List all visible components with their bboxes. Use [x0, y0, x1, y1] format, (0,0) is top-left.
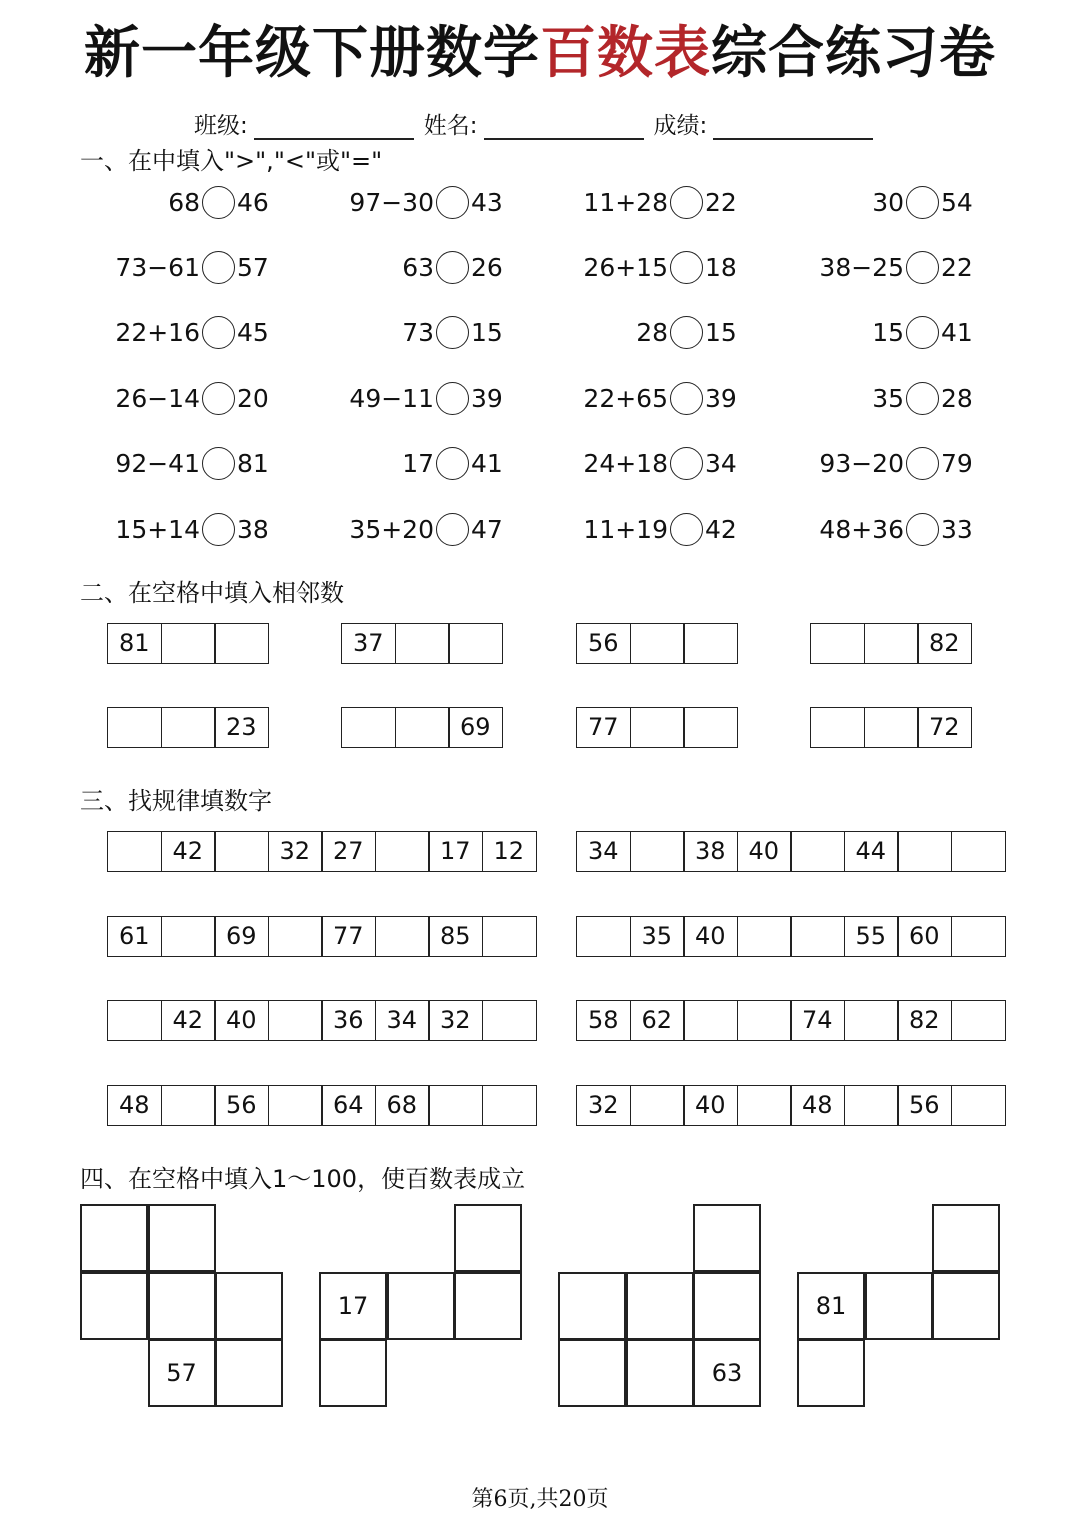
comparison-item — [784, 313, 973, 353]
comparison-item — [548, 509, 737, 549]
comparison-left: 15+14 — [115, 514, 200, 544]
comparison-right: 45 — [237, 318, 269, 348]
comparison-item — [548, 182, 737, 222]
pattern-cell[interactable] — [268, 1085, 323, 1126]
pattern-row — [107, 1000, 537, 1041]
student-info-row — [194, 106, 883, 140]
comparison-right: 33 — [941, 514, 973, 544]
hundred-chart-cell[interactable] — [558, 1272, 626, 1340]
class-label: 班级: — [194, 113, 248, 139]
comparison-item — [548, 378, 737, 418]
hundred-chart-cell[interactable] — [148, 1204, 216, 1272]
pattern-cell: 32 — [268, 831, 323, 872]
comparison-right: 18 — [705, 252, 737, 282]
hundred-chart-cell[interactable] — [148, 1272, 216, 1340]
hundred-chart-cell: 17 — [319, 1272, 387, 1340]
answer-circle[interactable] — [906, 513, 939, 546]
comparison-item — [314, 509, 503, 549]
pattern-cell[interactable] — [790, 831, 845, 872]
hundred-chart-cell: 63 — [693, 1339, 761, 1407]
answer-circle[interactable] — [906, 447, 939, 480]
pattern-cell: 17 — [428, 831, 483, 872]
hundred-chart-cell[interactable] — [626, 1339, 694, 1407]
pattern-cell: 60 — [897, 916, 952, 957]
class-field[interactable] — [254, 112, 414, 140]
pattern-cell[interactable] — [482, 1085, 537, 1126]
neighbor-box-group — [810, 707, 972, 748]
pattern-cell[interactable] — [844, 1085, 899, 1126]
pattern-cell: 74 — [790, 1000, 845, 1041]
pattern-cell: 85 — [428, 916, 483, 957]
hundred-chart-cell[interactable] — [626, 1272, 694, 1340]
title-highlight: 百数表 — [540, 20, 711, 86]
answer-circle[interactable] — [202, 316, 235, 349]
pattern-cell[interactable] — [951, 1000, 1006, 1041]
comparison-item — [784, 182, 973, 222]
pattern-cell[interactable] — [268, 1000, 323, 1041]
page-title — [0, 14, 1080, 92]
neighbor-cell[interactable] — [683, 623, 738, 664]
answer-circle[interactable] — [670, 513, 703, 546]
answer-circle[interactable] — [202, 251, 235, 284]
comparison-left: 92−41 — [115, 449, 200, 479]
neighbor-cell: 81 — [107, 623, 162, 664]
pattern-cell[interactable] — [951, 916, 1006, 957]
neighbor-cell: 23 — [214, 707, 269, 748]
pattern-cell[interactable] — [268, 916, 323, 957]
comparison-right: 15 — [705, 318, 737, 348]
answer-circle[interactable] — [202, 382, 235, 415]
comparison-left: 11+28 — [583, 187, 668, 217]
pattern-cell[interactable] — [161, 1085, 216, 1126]
neighbor-cell[interactable] — [630, 707, 685, 748]
pattern-row — [107, 831, 537, 872]
answer-circle[interactable] — [670, 186, 703, 219]
comparison-item — [314, 378, 503, 418]
neighbor-cell[interactable] — [341, 707, 396, 748]
pattern-cell[interactable] — [482, 1000, 537, 1041]
comparison-left: 35+20 — [349, 514, 434, 544]
pattern-cell: 35 — [630, 916, 685, 957]
neighbor-cell: 82 — [917, 623, 972, 664]
answer-circle[interactable] — [906, 382, 939, 415]
pattern-cell: 55 — [844, 916, 899, 957]
comparison-right: 47 — [471, 514, 503, 544]
neighbor-cell: 37 — [341, 623, 396, 664]
comparison-right: 34 — [705, 449, 737, 479]
neighbor-cell[interactable] — [810, 707, 865, 748]
answer-circle[interactable] — [670, 251, 703, 284]
neighbor-cell: 56 — [576, 623, 631, 664]
comparison-right: 39 — [705, 383, 737, 413]
comparison-left: 11+19 — [583, 514, 668, 544]
pattern-row — [107, 1085, 537, 1126]
comparison-item — [548, 247, 737, 287]
score-field[interactable] — [713, 112, 873, 140]
pattern-cell: 42 — [161, 831, 216, 872]
neighbor-cell[interactable] — [630, 623, 685, 664]
pattern-cell[interactable] — [630, 1085, 685, 1126]
comparison-item — [784, 444, 973, 484]
comparison-right: 39 — [471, 383, 503, 413]
pattern-cell: 42 — [161, 1000, 216, 1041]
title-text-1: 新一年级下册数学 — [84, 20, 540, 86]
neighbor-cell: 72 — [917, 707, 972, 748]
comparison-left: 97−30 — [349, 187, 434, 217]
answer-circle[interactable] — [906, 251, 939, 284]
pattern-cell: 40 — [683, 916, 738, 957]
neighbor-box-group — [576, 707, 738, 748]
neighbor-cell[interactable] — [214, 623, 269, 664]
pattern-cell: 48 — [790, 1085, 845, 1126]
comparison-item — [548, 444, 737, 484]
neighbor-cell[interactable] — [395, 707, 450, 748]
comparison-right: 42 — [705, 514, 737, 544]
comparison-right: 28 — [941, 383, 973, 413]
comparison-right: 41 — [941, 318, 973, 348]
answer-circle[interactable] — [436, 513, 469, 546]
comparison-left: 30 — [872, 187, 904, 217]
pattern-cell[interactable] — [214, 831, 269, 872]
pattern-cell: 44 — [844, 831, 899, 872]
pattern-cell: 27 — [321, 831, 376, 872]
pattern-cell: 82 — [897, 1000, 952, 1041]
comparison-item — [784, 509, 973, 549]
pattern-cell: 61 — [107, 916, 162, 957]
comparison-right: 79 — [941, 449, 973, 479]
pattern-cell: 68 — [375, 1085, 430, 1126]
comparison-right: 26 — [471, 252, 503, 282]
hundred-chart-cell[interactable] — [932, 1204, 1000, 1272]
comparison-left: 26−14 — [115, 383, 200, 413]
comparison-right: 54 — [941, 187, 973, 217]
pattern-cell: 48 — [107, 1085, 162, 1126]
pattern-cell: 32 — [576, 1085, 631, 1126]
comparison-left: 17 — [402, 449, 434, 479]
pattern-cell: 12 — [482, 831, 537, 872]
comparison-item — [80, 444, 269, 484]
pattern-cell[interactable] — [630, 831, 685, 872]
pattern-cell: 34 — [375, 1000, 430, 1041]
comparison-right: 15 — [471, 318, 503, 348]
comparison-left: 73 — [402, 318, 434, 348]
neighbor-box-group — [341, 623, 503, 664]
neighbor-cell[interactable] — [448, 623, 503, 664]
pattern-cell[interactable] — [428, 1085, 483, 1126]
pattern-cell[interactable] — [951, 1085, 1006, 1126]
pattern-cell: 34 — [576, 831, 631, 872]
neighbor-cell[interactable] — [864, 707, 919, 748]
pattern-cell[interactable] — [737, 916, 792, 957]
comparison-right: 41 — [471, 449, 503, 479]
pattern-cell[interactable] — [375, 916, 430, 957]
hundred-chart-cell: 57 — [148, 1339, 216, 1407]
comparison-item — [80, 182, 269, 222]
comparison-item — [314, 247, 503, 287]
comparison-right: 46 — [237, 187, 269, 217]
answer-circle[interactable] — [670, 447, 703, 480]
pattern-cell: 77 — [321, 916, 376, 957]
pattern-cell: 40 — [214, 1000, 269, 1041]
comparison-left: 24+18 — [583, 449, 668, 479]
pattern-cell: 56 — [214, 1085, 269, 1126]
pattern-cell: 32 — [428, 1000, 483, 1041]
comparison-left: 48+36 — [819, 514, 904, 544]
hundred-chart-cell[interactable] — [865, 1272, 933, 1340]
neighbor-cell[interactable] — [161, 707, 216, 748]
hundred-chart-cell[interactable] — [387, 1272, 455, 1340]
comparison-left: 68 — [168, 187, 200, 217]
pattern-cell: 69 — [214, 916, 269, 957]
neighbor-box-group — [810, 623, 972, 664]
comparison-left: 22+65 — [583, 383, 668, 413]
comparison-item — [784, 247, 973, 287]
answer-circle[interactable] — [436, 447, 469, 480]
pattern-cell[interactable] — [107, 831, 162, 872]
comparison-item — [80, 378, 269, 418]
neighbor-box-group — [107, 623, 269, 664]
pattern-row — [576, 831, 1006, 872]
comparison-item — [548, 313, 737, 353]
comparison-left: 26+15 — [583, 252, 668, 282]
comparison-right: 20 — [237, 383, 269, 413]
answer-circle[interactable] — [202, 186, 235, 219]
pattern-cell: 40 — [737, 831, 792, 872]
pattern-cell: 38 — [683, 831, 738, 872]
comparison-left: 15 — [872, 318, 904, 348]
pattern-cell[interactable] — [951, 831, 1006, 872]
comparison-left: 38−25 — [819, 252, 904, 282]
comparison-left: 93−20 — [819, 449, 904, 479]
section4-heading: 四、在空格中填入1～100，使百数表成立 — [80, 1165, 526, 1193]
pattern-cell: 62 — [630, 1000, 685, 1041]
comparison-item — [314, 182, 503, 222]
pattern-cell: 40 — [683, 1085, 738, 1126]
hundred-chart-cell[interactable] — [319, 1339, 387, 1407]
neighbor-cell[interactable] — [395, 623, 450, 664]
comparison-right: 22 — [705, 187, 737, 217]
pattern-cell: 64 — [321, 1085, 376, 1126]
comparison-left: 63 — [402, 252, 434, 282]
comparison-item — [80, 313, 269, 353]
hundred-chart-cell[interactable] — [693, 1204, 761, 1272]
answer-circle[interactable] — [906, 186, 939, 219]
pattern-cell: 58 — [576, 1000, 631, 1041]
hundred-chart-cell[interactable] — [797, 1339, 865, 1407]
comparison-item — [784, 378, 973, 418]
answer-circle[interactable] — [436, 316, 469, 349]
comparison-left: 73−61 — [115, 252, 200, 282]
neighbor-box-group — [107, 707, 269, 748]
pattern-cell[interactable] — [737, 1000, 792, 1041]
answer-circle[interactable] — [436, 251, 469, 284]
answer-circle[interactable] — [670, 382, 703, 415]
page-footer: 第6页,共20页 — [471, 1487, 609, 1512]
answer-circle[interactable] — [202, 513, 235, 546]
pattern-cell: 36 — [321, 1000, 376, 1041]
pattern-cell[interactable] — [683, 1000, 738, 1041]
name-label: 姓名: — [423, 113, 478, 139]
pattern-cell[interactable] — [737, 1085, 792, 1126]
comparison-right: 38 — [237, 514, 269, 544]
hundred-chart-cell[interactable] — [80, 1204, 148, 1272]
answer-circle[interactable] — [436, 382, 469, 415]
neighbor-cell[interactable] — [864, 623, 919, 664]
name-field[interactable] — [484, 112, 644, 140]
pattern-row — [576, 1085, 1006, 1126]
hundred-chart-cell[interactable] — [693, 1272, 761, 1340]
neighbor-cell[interactable] — [810, 623, 865, 664]
neighbor-cell: 77 — [576, 707, 631, 748]
pattern-row — [107, 916, 537, 957]
comparison-right: 81 — [237, 449, 269, 479]
hundred-chart-cell[interactable] — [558, 1339, 626, 1407]
comparison-right: 43 — [471, 187, 503, 217]
hundred-chart-cell[interactable] — [80, 1272, 148, 1340]
hundred-chart-cell[interactable] — [932, 1272, 1000, 1340]
hundred-chart-cell[interactable] — [215, 1272, 283, 1340]
pattern-row — [576, 916, 1006, 957]
comparison-left: 35 — [872, 383, 904, 413]
neighbor-cell[interactable] — [107, 707, 162, 748]
neighbor-cell[interactable] — [683, 707, 738, 748]
pattern-cell[interactable] — [790, 916, 845, 957]
answer-circle[interactable] — [202, 447, 235, 480]
pattern-cell[interactable] — [897, 831, 952, 872]
pattern-cell[interactable] — [844, 1000, 899, 1041]
comparison-item — [80, 247, 269, 287]
hundred-chart-cell[interactable] — [454, 1204, 522, 1272]
neighbor-box-group — [576, 623, 738, 664]
comparison-left: 22+16 — [115, 318, 200, 348]
section2-heading: 二、在空格中填入相邻数 — [80, 579, 344, 607]
comparison-item — [80, 509, 269, 549]
score-label: 成绩: — [653, 113, 708, 139]
section3-heading: 三、找规律填数字 — [80, 787, 272, 815]
hundred-chart-cell: 81 — [797, 1272, 865, 1340]
comparison-right: 57 — [237, 252, 269, 282]
comparison-item — [314, 444, 503, 484]
answer-circle[interactable] — [436, 186, 469, 219]
comparison-left: 28 — [636, 318, 668, 348]
pattern-cell[interactable] — [161, 916, 216, 957]
section1-heading: 一、在中填入">","<"或"=" — [80, 147, 383, 175]
neighbor-box-group — [341, 707, 503, 748]
comparison-left: 49−11 — [349, 383, 434, 413]
hundred-chart-cell[interactable] — [215, 1339, 283, 1407]
pattern-cell: 56 — [897, 1085, 952, 1126]
pattern-cell[interactable] — [375, 831, 430, 872]
comparison-right: 22 — [941, 252, 973, 282]
pattern-cell[interactable] — [576, 916, 631, 957]
pattern-cell[interactable] — [107, 1000, 162, 1041]
pattern-cell[interactable] — [482, 916, 537, 957]
comparison-item — [314, 313, 503, 353]
answer-circle[interactable] — [906, 316, 939, 349]
pattern-row — [576, 1000, 1006, 1041]
hundred-chart-cell[interactable] — [454, 1272, 522, 1340]
answer-circle[interactable] — [670, 316, 703, 349]
neighbor-cell: 69 — [448, 707, 503, 748]
neighbor-cell[interactable] — [161, 623, 216, 664]
title-text-2: 综合练习卷 — [711, 20, 996, 86]
